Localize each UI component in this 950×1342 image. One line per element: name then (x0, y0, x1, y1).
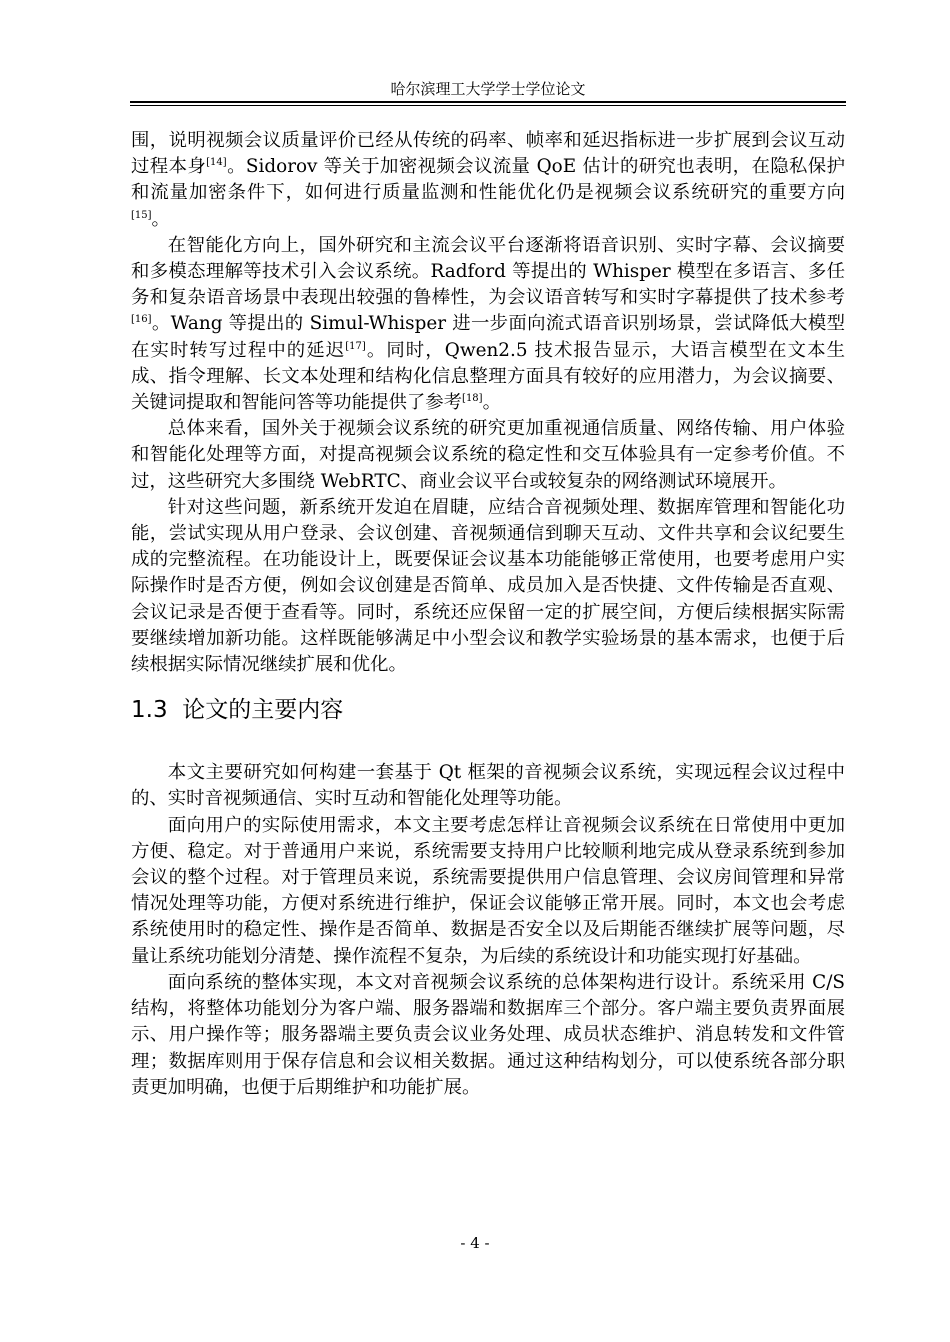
paragraph-text: 。 (151, 208, 170, 230)
page-body (131, 128, 845, 1101)
citation-ref: [17] (345, 340, 366, 352)
citation-ref: [16] (131, 314, 152, 326)
page-number: - 4 - (460, 1234, 490, 1252)
paragraph-1 (131, 128, 845, 233)
citation-ref: [14] (206, 157, 227, 169)
citation-ref: [18] (462, 392, 483, 404)
paragraph-text: 。Wang 等提出的 Simul-Whisper 进一步面向流式语音识别场景，尝试降低大模型在实时转写过程中的延迟 (131, 313, 845, 361)
paragraph-text: 围，说明视频会议质量评价已经从传统的码率、帧率和延迟指标进一步扩展到会议互动过程本身 (131, 130, 845, 178)
header-rule-thick (130, 101, 846, 103)
paragraph-6: 面向用户的实际使用需求，本文主要考虑怎样让音视频会议系统在日常使用中更加方便、稳定。对于普通用户来说，系统需要支持用户比较顺利地完成从登录系统到参加会议的整个过程。对于管理员来说，系统需要提供用户信息管理、会议房间管理和异常情况处理等功能，方便对系统进行维护，保证会议能够正常开展。同时，本文也会考虑系统使用时的稳定性、操作是否简单、数据是否安全以及后期能否继续扩展等问题，尽量让系统功能划分清楚、操作流程不复杂，为后续的系统设计和功能实现打好基础。 (131, 814, 845, 967)
section-number: 1.3 (131, 697, 168, 724)
paragraph-text: 在智能化方向上，国外研究和主流会议平台逐渐将语音识别、实时字幕、会议摘要和多模态理解等技术引入会议系统。Radford 等提出的 Whisper 模型在多语言、多任务和复杂语音场景中表现出较强的鲁棒性，为会议语音转写和实时字幕提供了技术参考 (131, 234, 845, 309)
paragraph-2 (131, 233, 845, 416)
paragraph-4: 针对这些问题，新系统开发迫在眉睫，应结合音视频处理、数据库管理和智能化功能，尝试实现从用户登录、会议创建、音视频通信到聊天互动、文件共享和会议纪要生成的完整流程。在功能设计上，既要保证会议基本功能能够正常使用，也要考虑用户实际操作时是否方便，例如会议创建是否简单、成员加入是否快捷、文件传输是否直观、会议记录是否便于查看等。同时，系统还应保留一定的扩展空间，方便后续根据实际需要继续增加新功能。这样既能够满足中小型会议和教学实验场景的基本需求，也便于后续根据实际情况继续扩展和优化。 (131, 496, 845, 676)
section-heading (131, 688, 845, 760)
header-rule-thin (130, 105, 846, 106)
paragraph-text: 。同时，Qwen2.5 技术报告显示，大语言模型在文本生成、指令理解、长文本处理和结构化信息整理方面具有较好的应用潜力，为会议摘要、关键词提取和智能问答等功能提供了参考 (131, 339, 845, 414)
paragraph-5: 本文主要研究如何构建一套基于 Qt 框架的音视频会议系统，实现远程会议过程中的、实时音视频通信、实时互动和智能化处理等功能。 (131, 762, 845, 810)
paragraph-text: 。Sidorov 等关于加密视频会议流量 QoE 估计的研究也表明，在隐私保护和流量加密条件下，如何进行质量监测和性能优化仍是视频会议系统研究的重要方向 (131, 156, 845, 204)
section-title: 论文的主要内容 (182, 697, 344, 724)
page-header: 哈尔滨理工大学学士学位论文 (390, 80, 586, 98)
citation-ref: [15] (131, 209, 152, 221)
paragraph-7: 面向系统的整体实现，本文对音视频会议系统的总体架构进行设计。系统采用 C/S 结构，将整体功能划分为客户端、服务器端和数据库三个部分。客户端主要负责界面展示、用户操作等；服务器端主要负责会议业务处理、成员状态维护、消息转发和文件管理；数据库则用于保存信息和会议相关数据。通过这种结构划分，可以使系统各部分职责更加明确，也便于后期维护和功能扩展。 (131, 971, 845, 1098)
paragraph-text: 。 (482, 392, 501, 414)
paragraph-3: 总体来看，国外关于视频会议系统的研究更加重视通信质量、网络传输、用户体验和智能化处理等方面，对提高视频会议系统的稳定性和交互体验具有一定参考价值。不过，这些研究大多围绕 WebRTC、商业会议平台或较复杂的网络测试环境展开。 (131, 418, 845, 492)
